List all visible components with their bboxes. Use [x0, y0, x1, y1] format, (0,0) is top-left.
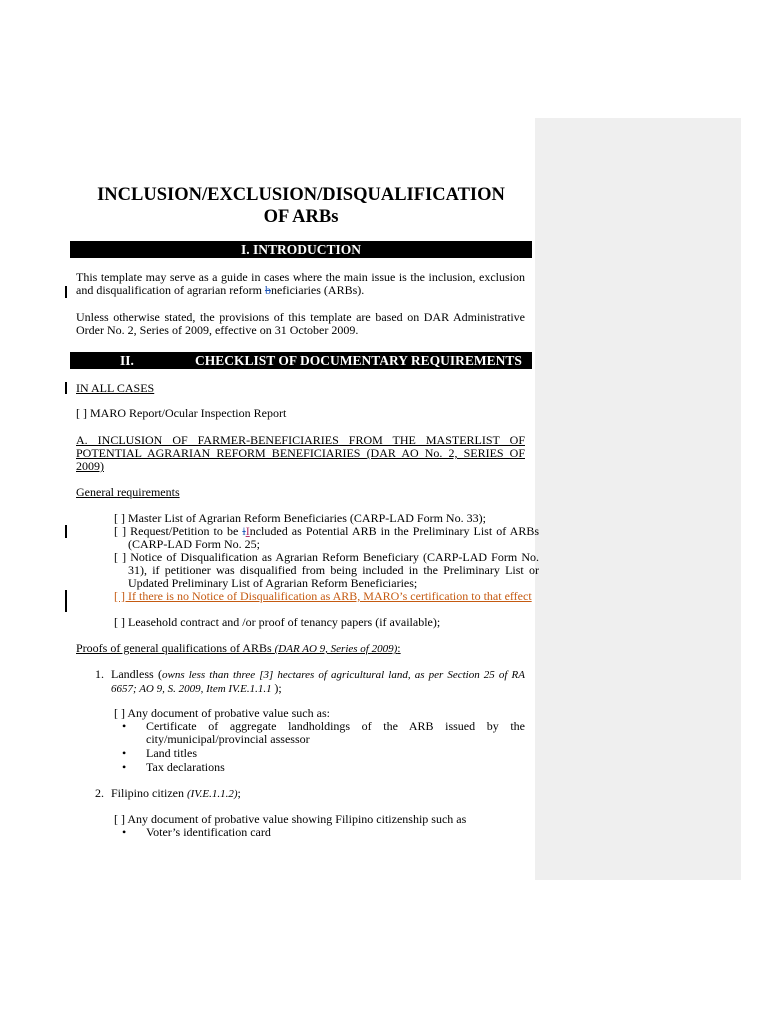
- text-run: [ ] Request/Petition to be: [114, 524, 243, 538]
- comment-pane: [535, 118, 741, 880]
- requirement-item-inserted: [ ] If there is no Notice of Disqualification as ARB, MARO’s certification to that effect: [114, 589, 532, 603]
- any-document-item: [ ] Any document of probative value such as:: [114, 706, 330, 720]
- item-number: 2.: [95, 786, 104, 800]
- proofs-heading: [76, 642, 401, 656]
- bullet-text: Certificate of aggregate landholdings of the ARB issued by the city/municipal/provincial assessor: [146, 719, 525, 746]
- bullet: •: [122, 719, 127, 733]
- general-requirements-heading: General requirements: [76, 485, 180, 499]
- text-run: Proofs of general qualifications of ARBs: [76, 641, 275, 655]
- in-all-cases-heading: IN ALL CASES: [76, 381, 155, 395]
- section-header-checklist: [70, 352, 532, 369]
- change-bar: [65, 590, 67, 612]
- text-run: ;: [237, 786, 241, 800]
- text-run: Landless (: [111, 667, 162, 681]
- deleted-text: b: [264, 283, 271, 297]
- any-document-item: [ ] Any document of probative value showing Filipino citizenship such as: [114, 812, 467, 826]
- text-run: This template may serve as a guide in cases where the main issue is the inclusion, exclusion and disqualification of agrarian reform: [76, 270, 525, 297]
- change-bar: [65, 382, 67, 394]
- bullet: •: [122, 746, 127, 760]
- bullet-text: Voter’s identification card: [146, 825, 271, 839]
- requirement-item: [114, 525, 539, 551]
- requirement-item: [ ] Leasehold contract and /or proof of tenancy papers (if available);: [114, 615, 441, 629]
- section-header-introduction: [70, 241, 532, 258]
- deleted-text: i: [242, 524, 246, 538]
- document-title: [70, 184, 532, 228]
- title-line-2: OF ARBs: [263, 207, 339, 227]
- requirement-item: [ ] Master List of Agrarian Reform Beneficiaries (CARP-LAD Form No. 33);: [114, 511, 486, 525]
- citation: (DAR AO 9, Series of 2009): [274, 643, 398, 655]
- citation: owns less than three [3] hectares of agricultural land, as per Section 25 of RA 6657; AO 9, S. 2009, Item IV.E.1.1.1: [111, 669, 525, 695]
- bullet-text: Tax declarations: [146, 760, 225, 774]
- bullet-text: Land titles: [146, 746, 197, 760]
- intro-paragraph-2: Unless otherwise stated, the provisions of this template are based on DAR Administrative Order No. 2, Series of 2009, effective on 31 October 2009.: [76, 310, 525, 337]
- heading-a: A. INCLUSION OF FARMER-BENEFICIARIES FROM THE MASTERLIST OF POTENTIAL AGRARIAN REFORM BENEFICIARIES (DAR AO No. 2, SERIES OF 2009): [76, 433, 525, 473]
- section-label: CHECKLIST OF DOCUMENTARY REQUIREMENTS: [195, 353, 522, 368]
- item-landless: [111, 668, 525, 696]
- bullet: •: [122, 760, 127, 774]
- item-filipino-citizen: [111, 787, 241, 801]
- section-number: II.: [120, 353, 134, 368]
- intro-paragraph-1: [76, 271, 525, 297]
- item-number: 1.: [95, 667, 104, 681]
- text-run: neficiaries (ARBs).: [270, 283, 365, 297]
- citation: (IV.E.1.1.2): [187, 788, 238, 800]
- text-run: :: [397, 641, 401, 655]
- text-run: Filipino citizen: [111, 786, 187, 800]
- change-bar: [65, 525, 67, 538]
- text-run: );: [274, 681, 282, 695]
- section-label: I. INTRODUCTION: [240, 242, 362, 257]
- title-line-1: INCLUSION/EXCLUSION/DISQUALIFICATION: [97, 185, 505, 205]
- change-bar: [65, 286, 67, 298]
- maro-report-item: [ ] MARO Report/Ocular Inspection Report: [76, 406, 287, 420]
- requirement-item: [ ] Notice of Disqualification as Agrarian Reform Beneficiary (CARP-LAD Form No. 31), if petitioner was disqualified from being included in the Preliminary List or Updated Preliminary List of Agrarian Reform Beneficiaries;: [114, 550, 539, 590]
- inserted-text: I: [245, 524, 250, 538]
- text-run: ncluded as Potential ARB in the Preliminary List of ARBs (CARP-LAD Form No. 25;: [128, 524, 540, 551]
- bullet: •: [122, 825, 127, 839]
